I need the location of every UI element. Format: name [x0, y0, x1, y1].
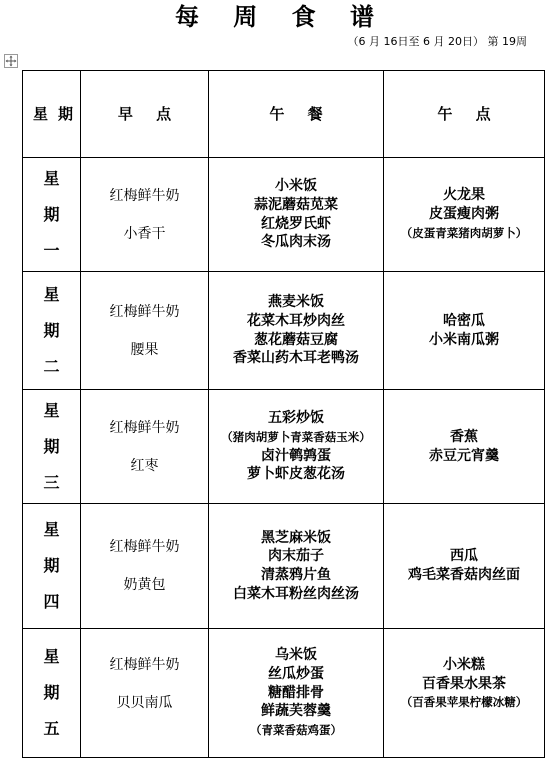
header-breakfast-cell	[81, 71, 209, 158]
menu-row-thursday	[23, 504, 545, 629]
day-char: 二	[43, 356, 60, 376]
menu-row-wednesday	[23, 390, 545, 504]
breakfast-item: 奶黄包	[123, 577, 166, 593]
snack-item: 皮蛋瘦肉粥	[429, 206, 499, 223]
header-breakfast: 早 点	[117, 105, 181, 123]
snack-cell	[384, 158, 545, 272]
day-char: 期	[43, 683, 60, 702]
lunch-item: 肉末茄子	[268, 548, 324, 565]
snack-item: 小米糕	[443, 656, 485, 673]
snack-item: 小米南瓜粥	[429, 331, 499, 348]
breakfast-item: 红梅鲜牛奶	[109, 419, 180, 436]
day-char: 期	[43, 204, 60, 224]
menu-row-friday	[23, 629, 545, 758]
day-char: 期	[43, 436, 60, 456]
snack-item: 火龙果	[443, 187, 485, 204]
day-char: 一	[43, 240, 60, 260]
lunch-item: 鲜蔬芙蓉羹	[261, 703, 331, 720]
breakfast-cell	[81, 504, 209, 629]
lunch-cell	[209, 272, 384, 390]
breakfast-item: 腰果	[130, 341, 159, 358]
snack-item: 赤豆元宵羹	[429, 447, 499, 464]
day-cell	[23, 390, 81, 504]
lunch-item: 清蒸鸦片鱼	[261, 567, 331, 583]
breakfast-item: 小香干	[123, 225, 166, 242]
day-char: 星	[43, 647, 60, 666]
day-char: 期	[43, 320, 60, 340]
snack-ingredients-note: （百香果苹果柠檬冰糖）	[400, 695, 528, 710]
lunch-cell	[209, 158, 384, 272]
breakfast-item: 红梅鲜牛奶	[109, 303, 180, 320]
lunch-item: 红烧罗氏虾	[261, 215, 331, 232]
day-char: 三	[43, 472, 60, 492]
day-char: 四	[43, 592, 60, 611]
move-arrows-icon	[5, 55, 17, 67]
day-char: 星	[43, 400, 60, 420]
snack-cell	[384, 390, 545, 504]
table-move-handle[interactable]	[4, 54, 18, 68]
day-char: 星	[43, 168, 60, 188]
breakfast-item: 红枣	[130, 457, 159, 474]
lunch-item: 五彩炒饭	[268, 410, 324, 427]
lunch-item: 小米饭	[275, 178, 317, 195]
breakfast-cell	[81, 390, 209, 504]
menu-row-monday	[23, 158, 545, 272]
day-char: 五	[43, 719, 60, 738]
snack-cell	[384, 504, 545, 629]
breakfast-item: 红梅鲜牛奶	[109, 539, 180, 555]
lunch-item: 糖醋排骨	[268, 684, 324, 701]
header-day-cell	[23, 71, 84, 158]
snack-item: 西瓜	[450, 548, 478, 565]
header-row	[23, 71, 545, 158]
lunch-ingredients-note: （青菜香菇鸡蛋）	[250, 723, 342, 738]
breakfast-item: 红梅鲜牛奶	[109, 187, 180, 204]
day-char: 期	[43, 556, 60, 575]
date-range-subtitle: （6 月 16日至 6 月 20日） 第 19周	[347, 35, 527, 48]
lunch-item: 蒜泥蘑菇苋菜	[254, 196, 338, 213]
snack-item: 鸡毛菜香菇肉丝面	[408, 567, 520, 583]
weekly-menu-table	[22, 70, 545, 758]
menu-row-tuesday	[23, 272, 545, 390]
lunch-item: 丝瓜炒蛋	[268, 665, 324, 682]
breakfast-cell	[81, 629, 209, 758]
lunch-item: 葱花蘑菇豆腐	[254, 331, 338, 348]
snack-item: 香蕉	[450, 428, 478, 445]
lunch-item: 萝卜虾皮葱花汤	[247, 466, 345, 483]
snack-cell	[384, 629, 545, 758]
breakfast-item: 红梅鲜牛奶	[109, 657, 180, 673]
day-char: 星	[43, 520, 60, 539]
breakfast-cell	[81, 272, 209, 390]
breakfast-cell	[81, 158, 209, 272]
lunch-item: 冬瓜肉末汤	[261, 234, 331, 251]
breakfast-item: 贝贝南瓜	[116, 695, 173, 711]
lunch-item: 卤汁鹌鹑蛋	[261, 447, 331, 464]
header-snack-cell	[384, 71, 545, 158]
lunch-item: 乌米饭	[275, 647, 317, 664]
day-cell	[23, 504, 81, 629]
lunch-cell	[209, 504, 384, 629]
snack-ingredients-note: （皮蛋青菜猪肉胡萝卜）	[400, 225, 528, 240]
page-title: 每 周 食 谱	[174, 3, 388, 31]
lunch-item: 香菜山药木耳老鸭汤	[233, 350, 359, 367]
header-lunch: 午 餐	[269, 105, 332, 123]
lunch-cell	[209, 390, 384, 504]
lunch-item: 燕麦米饭	[268, 294, 324, 311]
lunch-item: 黑芝麻米饭	[261, 529, 331, 546]
snack-cell	[384, 272, 545, 390]
day-cell	[23, 272, 81, 390]
header-snack: 午 点	[437, 105, 500, 123]
lunch-cell	[209, 629, 384, 758]
header-day: 星期	[33, 105, 84, 123]
day-char: 星	[43, 284, 60, 304]
day-cell	[23, 629, 81, 758]
snack-item: 哈密瓜	[443, 312, 485, 329]
snack-item: 百香果水果茶	[422, 675, 506, 692]
header-lunch-cell	[209, 71, 384, 158]
lunch-ingredients-note: （猪肉胡萝卜青菜香菇玉米）	[221, 429, 371, 444]
day-cell	[23, 158, 81, 272]
lunch-item: 白菜木耳粉丝肉丝汤	[233, 585, 359, 602]
lunch-item: 花菜木耳炒肉丝	[247, 312, 345, 329]
